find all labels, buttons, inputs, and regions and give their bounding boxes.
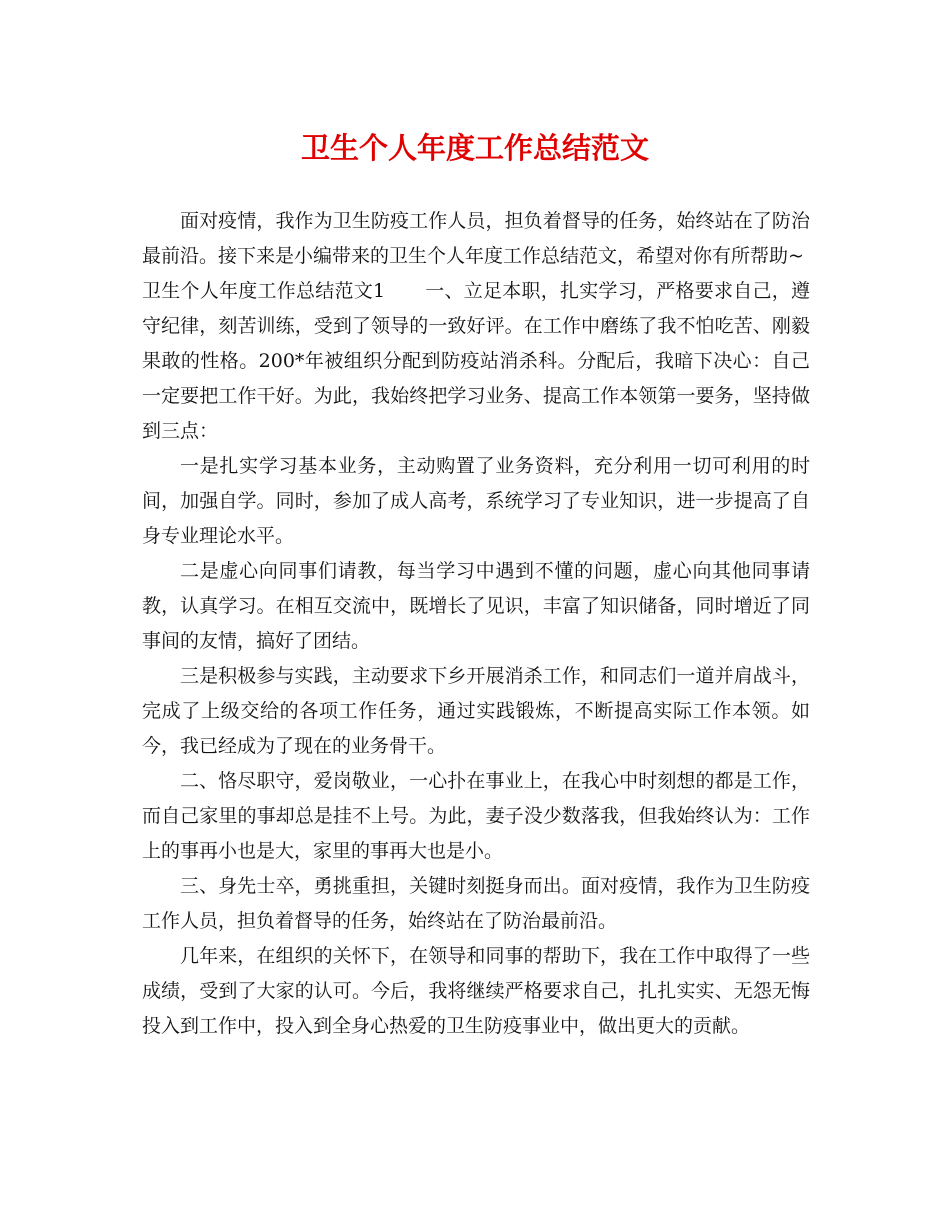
body-paragraph: 一是扎实学习基本业务，主动购置了业务资料，充分利用一切可利用的时间，加强自学。同时，参加了成人高考，系统学习了专业知识，进一步提高了自身专业理论水平。: [142, 455, 810, 547]
document-title: 卫生个人年度工作总结范文: [300, 131, 649, 165]
intro-paragraph: 面对疫情，我作为卫生防疫工作人员，担负着督导的任务，始终站在了防治最前沿。接下来是小编带来的卫生个人年度工作总结范文，希望对你有所帮助~: [142, 210, 810, 267]
section-label: 卫生个人年度工作总结范文1: [142, 280, 386, 302]
body-paragraph: 二、恪尽职守，爱岗敬业，一心扑在事业上，在我心中时刻想的都是工作，而自己家里的事却总是挂不上号。为此，妻子没少数落我，但我始终认为：工作上的事再小也是大，家里的事再大也是小。: [142, 770, 810, 862]
body-paragraph: 二是虚心向同事们请教，每当学习中遇到不懂的问题，虚心向其他同事请教，认真学习。在相互交流中，既增长了见识，丰富了知识储备，同时增近了同事间的友情，搞好了团结。: [142, 560, 810, 652]
section-first-text: 一、立足本职，扎实学习，严格要求自己，遵守纪律，刻苦训练，受到了领导的一致好评。在工作中磨练了我不怕吃苦、刚毅果敢的性格。200*年被组织分配到防疫站消杀科。分配后，我暗下决心：自己一定要把工作干好。为此，我始终把学习业务、提高工作本领第一要务，坚持做到三点：: [142, 280, 810, 442]
section-paragraph: [142, 274, 810, 449]
body-paragraph: 三是积极参与实践，主动要求下乡开展消杀工作，和同志们一道并肩战斗，完成了上级交给的各项工作任务，通过实践锻炼，不断提高实际工作本领。如今，我已经成为了现在的业务骨干。: [142, 665, 810, 757]
document-body: [142, 204, 810, 1044]
body-paragraph: 三、身先士卒，勇挑重担，关键时刻挺身而出。面对疫情，我作为卫生防疫工作人员，担负着督导的任务，始终站在了防治最前沿。: [142, 875, 810, 932]
body-paragraph: 几年来，在组织的关怀下，在领导和同事的帮助下，我在工作中取得了一些成绩，受到了大家的认可。今后，我将继续严格要求自己，扎扎实实、无怨无悔投入到工作中，投入到全身心热爱的卫生防疫事业中，做出更大的贡献。: [142, 945, 810, 1037]
